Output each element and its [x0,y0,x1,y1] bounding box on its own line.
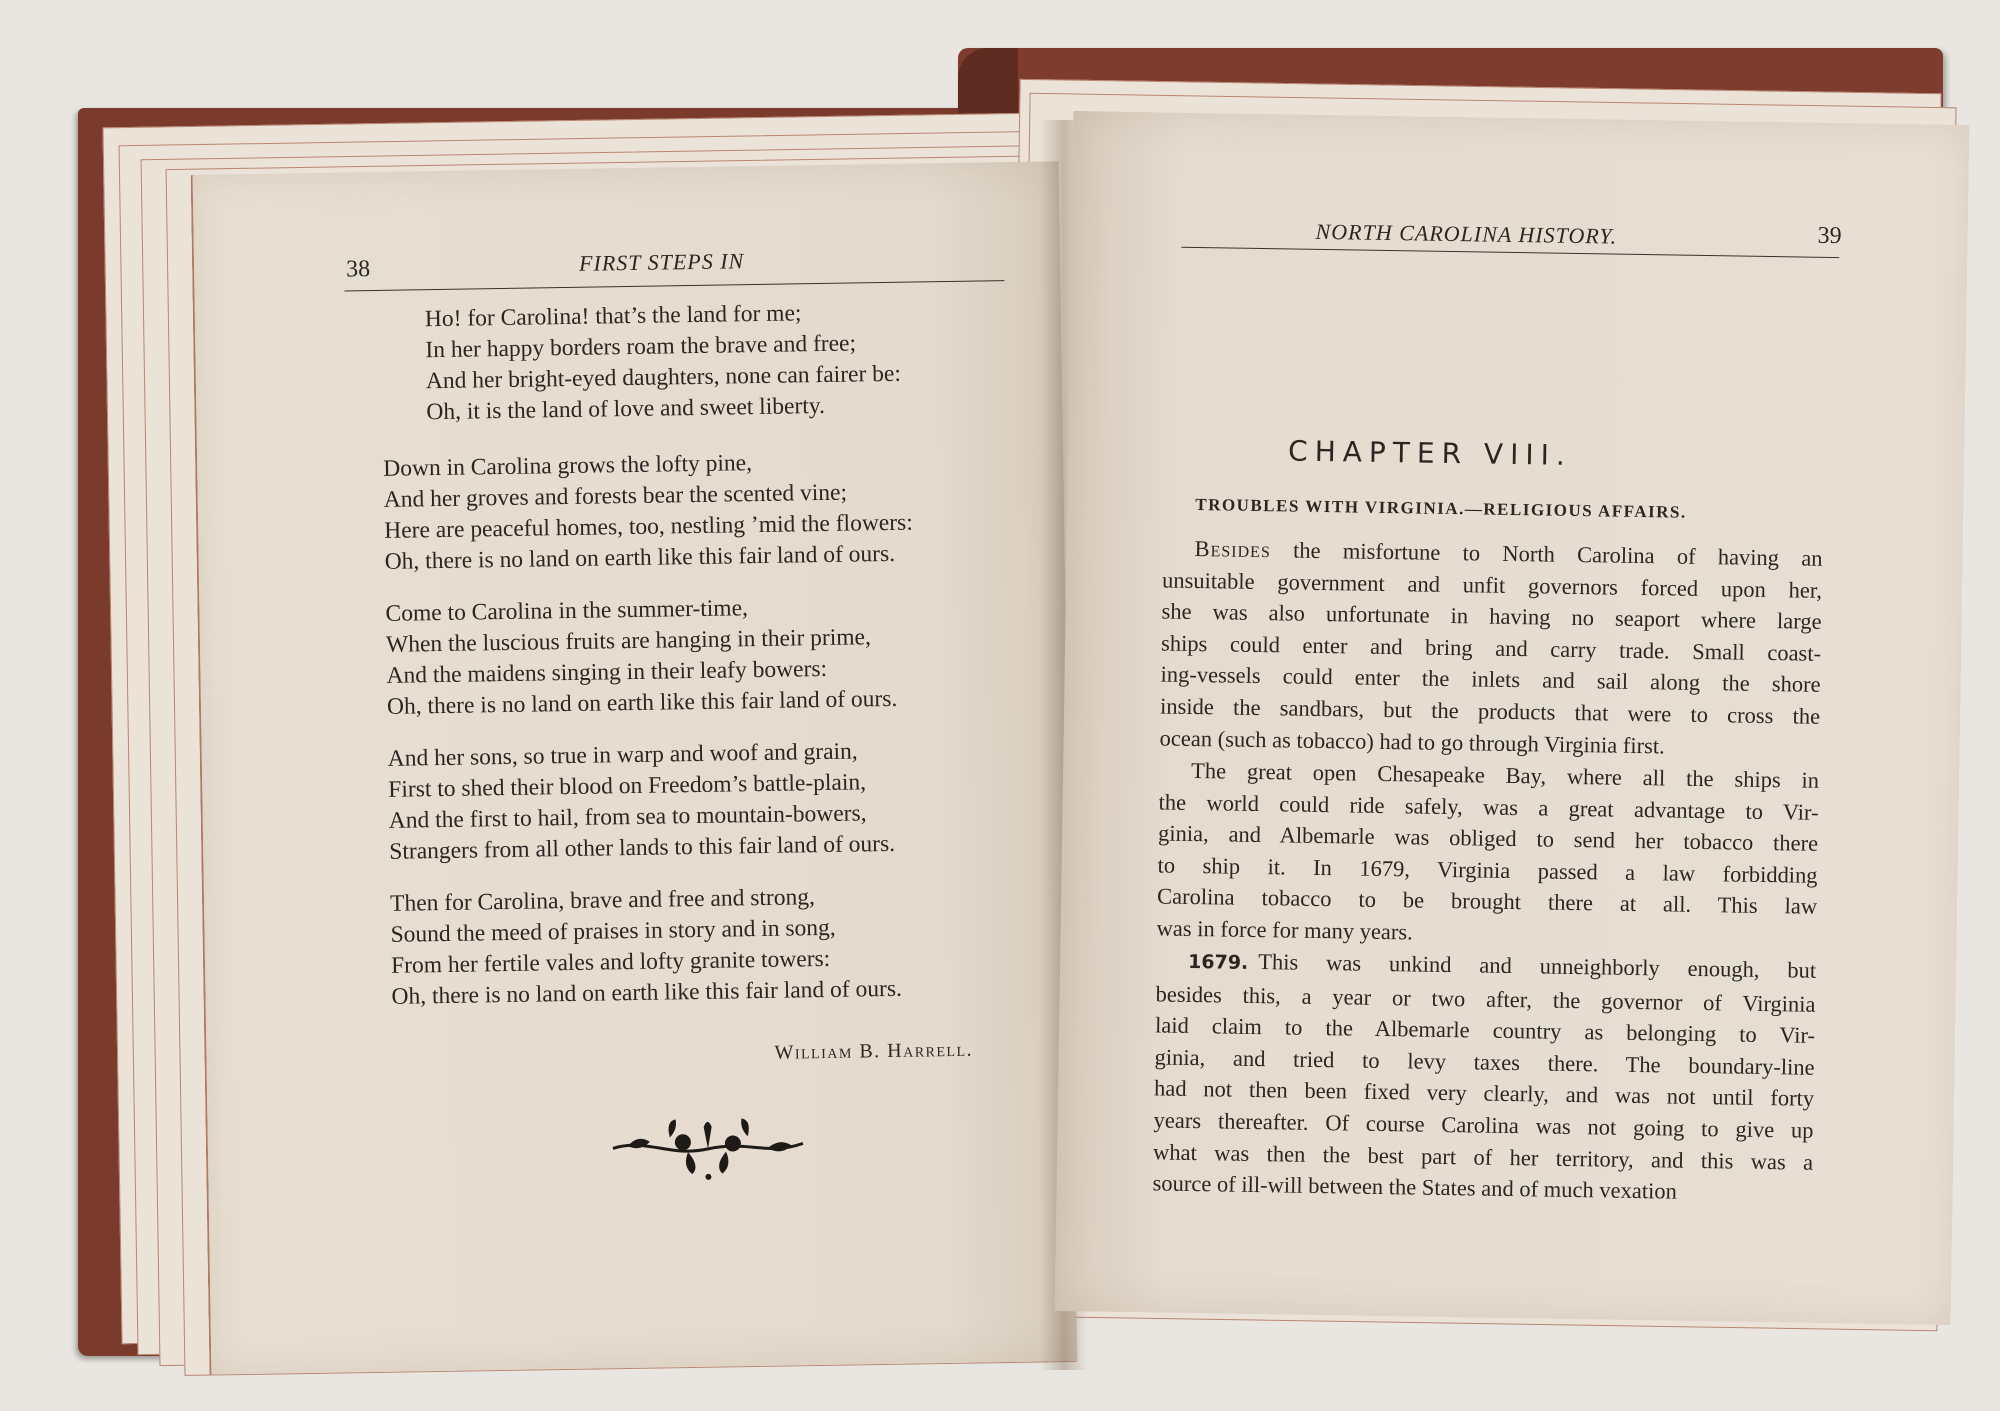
text-line: had not then been fixed very clearly, and was not until forty [1153,1075,1815,1112]
poem-line: Then for Carolina, brave and free and strong, [389,884,816,917]
poem-line: Oh, there is no land on earth like this fair land of ours. [384,540,896,575]
text-line: was in force for many years. [1156,915,1413,945]
poem-line: Sound the meed of praises in story and in song, [390,914,836,948]
poem-line: Strangers from all other lands to this fair land of ours. [389,830,896,865]
poem-line: Oh, there is no land on earth like this fair land of ours. [386,685,898,720]
right-page [1055,111,1970,1325]
paragraph [1152,944,1816,1209]
text-line: ginia, and Albemarle was obliged to send her tobacco there [1157,820,1819,857]
text-line: to ship it. In 1679, Virginia passed a law forbidding [1157,852,1818,888]
poem-stanza [425,297,902,428]
poem-line: When the luscious fruits are hanging in their prime, [385,624,872,658]
poem-line: And her groves and forests bear the scented vine; [383,479,848,513]
text-line: ocean (such as tobacco) had to go through Virginia first. [1159,725,1665,758]
text-line: ships could enter and bring and carry trade. Small coast- [1160,630,1822,666]
poem-line: Oh, there is no land on earth like this fair land of ours. [391,975,903,1010]
poem-line: Ho! for Carolina! that’s the land for me; [424,300,802,333]
floral-ornament-icon [607,1105,808,1188]
text-line: unsuitable government and unfit governors forced upon her, [1161,567,1823,603]
text-line: Carolina tobacco to be brought there at all. This law [1156,883,1818,920]
header-rule [1181,247,1839,258]
poem-line: And her bright-eyed daughters, none can fairer be: [425,360,902,395]
poem-line: First to shed their blood on Freedom’s battle-plain, [388,769,867,803]
text-line: besides this, a year or two after, the governor of Virginia [1155,981,1816,1017]
text-line: Besides the misfortune to North Carolina of having an [1194,535,1823,571]
running-head: FIRST STEPS IN [578,248,745,276]
poem-attribution: William B. Harrell. [774,1038,974,1064]
poem-line: And the first to hail, from sea to mountain-bowers, [388,800,867,834]
poem-line: And her sons, so true in warp and woof and grain, [387,738,858,772]
text-line: The great open Chesapeake Bay, where all the ships in [1190,757,1820,793]
chapter-subtitle: TROUBLES WITH VIRGINIA.—RELIGIOUS AFFAIRS. [1195,495,1687,522]
poem-stanza [390,881,902,1013]
spine-top [958,48,1018,118]
poem-line: Down in Carolina grows the lofty pine, [383,450,753,482]
text-line: ginia, and tried to levy taxes there. The boundary-line [1154,1044,1815,1080]
poem-line: Here are peaceful homes, too, nestling ’mid the flowers: [384,509,913,544]
poem-stanza [383,446,913,578]
poem-line: Oh, it is the land of love and sweet liberty. [426,392,826,426]
text-line: 1679. This was unkind and unneighborly enough, but [1187,949,1817,983]
text-line: source of ill-will between the States and of much vexation [1152,1170,1678,1204]
poem-line: In her happy borders roam the brave and free; [425,330,857,364]
text-line: laid claim to the Albemarle country as belonging to Vir- [1154,1012,1816,1048]
chapter-title: CHAPTER VIII. [1287,434,1573,472]
left-page [191,161,1078,1374]
poem-line: Come to Carolina in the summer-time, [385,595,749,627]
text-line: she was also unfortunate in having no seaport where large [1161,598,1822,635]
paragraph [1159,532,1822,763]
paragraph [1156,754,1819,954]
text-line: ing-vessels could enter the inlets and sail along the shore [1160,661,1821,698]
text-line: what was then the best part of her territory, and this was a [1152,1138,1814,1175]
poem-line: And the maidens singing in their leafy bowers: [386,655,828,689]
text-line: the world could ride safely, was a great advantage to Vir- [1158,789,1819,825]
text-line: inside the sandbars, but the products that were to cross the [1159,693,1821,729]
poem-stanza [388,736,896,868]
poem-line: From her fertile vales and lofty granite towers: [390,945,831,979]
lead-word: Besides [1194,535,1272,563]
page-number: 38 [345,256,371,283]
text-line: years thereafter. Of course Carolina was not going to give up [1153,1107,1814,1143]
header-rule [344,280,1004,291]
running-head: NORTH CAROLINA HISTORY. [1315,218,1618,249]
poem-stanza [385,591,897,723]
margin-year: 1679. [1187,950,1249,974]
page-number: 39 [1817,222,1842,250]
